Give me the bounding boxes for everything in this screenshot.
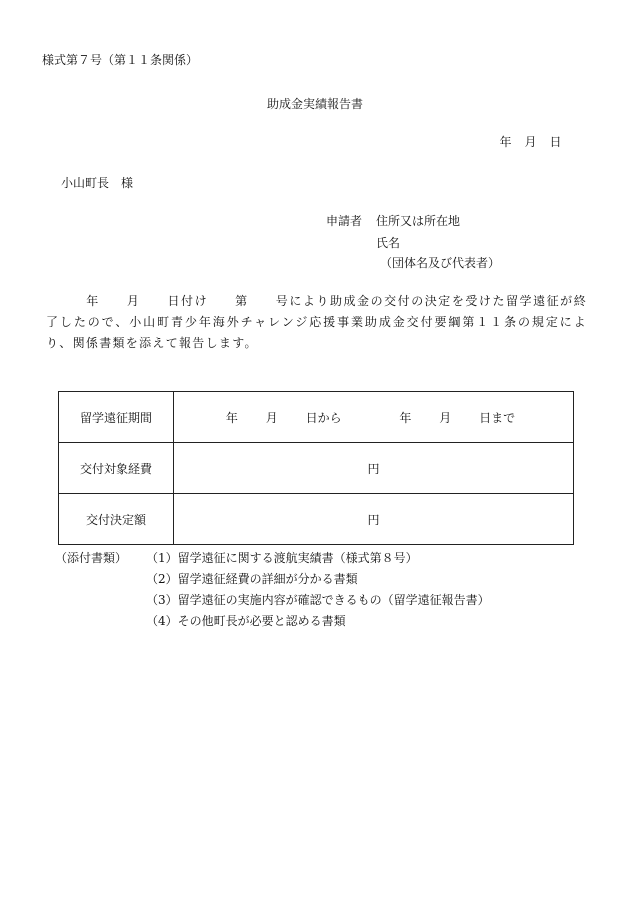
- applicant-note: （団体名及び代表者）: [380, 256, 501, 270]
- eligible-cost-label: 交付対象経費: [59, 443, 174, 494]
- table-row: [59, 494, 574, 545]
- body-paragraph: [46, 291, 587, 354]
- attachment-item: （1）留学遠征に関する渡航実績書（様式第８号）: [146, 551, 418, 565]
- form-number: 様式第７号（第１１条関係）: [42, 53, 199, 67]
- attachments-label: （添付書類）: [55, 551, 128, 565]
- addressee: 小山町長 様: [61, 176, 134, 190]
- attachment-item: （4）その他町長が必要と認める書類: [146, 614, 346, 628]
- period-value: [174, 392, 574, 443]
- applicant-address-label: 住所又は所在地: [376, 214, 461, 228]
- date-line: 年 月 日: [499, 135, 562, 149]
- grant-amount-value: 円: [174, 494, 574, 545]
- period-part: 年: [225, 410, 238, 425]
- applicant-label: 申請者: [326, 214, 363, 228]
- attachment-item: （3）留学遠征の実施内容が確認できるもの（留学遠征報告書）: [146, 593, 490, 607]
- period-part: 日から: [305, 410, 342, 425]
- info-table: [58, 391, 574, 545]
- period-part: 月: [439, 410, 452, 425]
- table-row: [59, 392, 574, 443]
- period-part: 月: [265, 410, 278, 425]
- table-row: [59, 443, 574, 494]
- body-text: 年 月 日付け 第 号により助成金の交付の決定を受けた留学遠征が終了したので、小山町青少年海外チャレンジ応援事業助成金交付要綱第１１条の規定により、関係書類を添えて報告します。: [46, 294, 587, 350]
- period-part: 日まで: [479, 410, 516, 425]
- attachment-item: （2）留学遠征経費の詳細が分かる書類: [146, 572, 358, 586]
- document-title: 助成金実績報告書: [266, 97, 363, 111]
- period-part: 年: [399, 410, 412, 425]
- grant-amount-label: 交付決定額: [59, 494, 174, 545]
- eligible-cost-value: 円: [174, 443, 574, 494]
- period-label: 留学遠征期間: [59, 392, 174, 443]
- applicant-name-label: 氏名: [376, 236, 401, 250]
